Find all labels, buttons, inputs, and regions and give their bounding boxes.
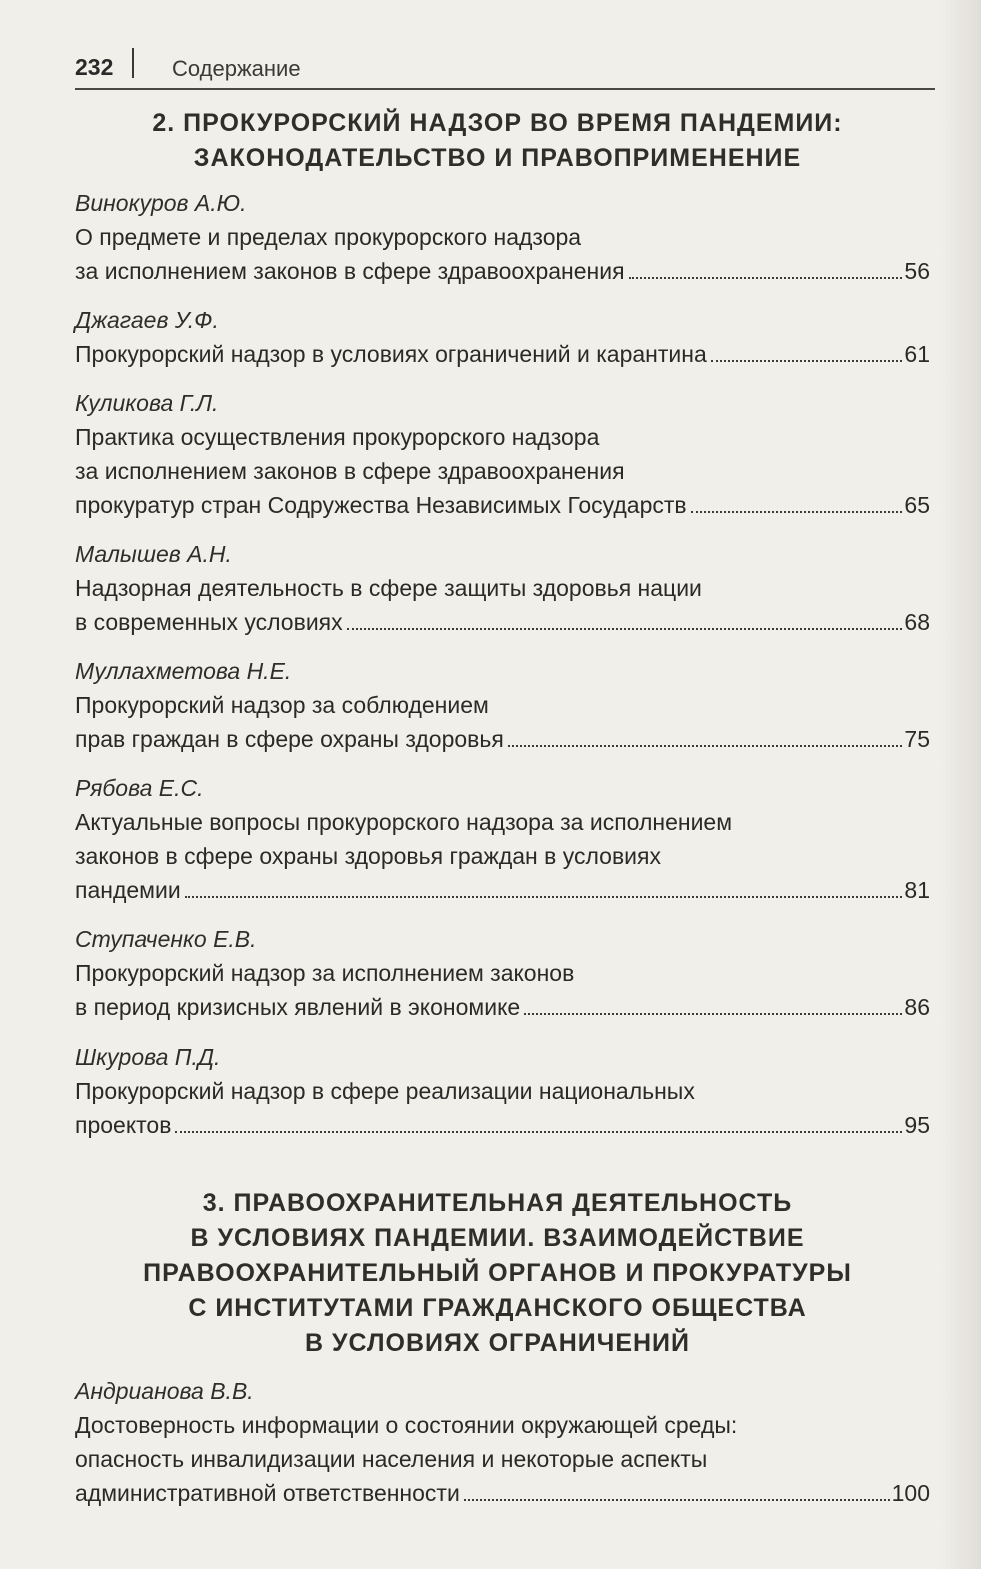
dot-leader: [524, 1012, 902, 1015]
toc-entry[interactable]: [75, 654, 930, 756]
section-title-line: В УСЛОВИЯХ ПАНДЕМИИ. ВЗАИМОДЕЙСТВИЕ: [190, 1224, 805, 1252]
dot-leader: [508, 744, 903, 747]
toc-entry[interactable]: [75, 922, 930, 1024]
entry-title-line: Практика осуществления прокурорского надзора: [75, 424, 600, 450]
section-title-line: В УСЛОВИЯХ ОГРАНИЧЕНИЙ: [305, 1329, 690, 1357]
entry-author: Куликова Г.Л.: [75, 390, 219, 416]
entry-title-line: опасность инвалидизации населения и некоторые аспекты: [75, 1446, 708, 1472]
entry-page-number: 68: [904, 609, 930, 635]
toc-entry[interactable]: [75, 303, 930, 371]
entry-title-line: Прокурорский надзор за исполнением законов: [75, 960, 575, 986]
toc-entry[interactable]: [75, 771, 930, 907]
entry-last-line: [75, 488, 930, 522]
entry-author: Малышев А.Н.: [75, 541, 232, 567]
entry-author: Ступаченко Е.В.: [75, 926, 257, 952]
entry-author: Рябова Е.С.: [75, 775, 204, 801]
toc-entry[interactable]: [75, 1374, 930, 1510]
entry-author: Шкурова П.Д.: [75, 1044, 221, 1070]
entry-page-number: 56: [904, 258, 930, 284]
entry-last-line: [75, 722, 930, 756]
dot-leader: [185, 895, 903, 898]
toc-entry[interactable]: [75, 537, 930, 639]
entry-page-number: 61: [904, 341, 930, 367]
dot-leader: [629, 276, 903, 279]
entry-last-line: [75, 990, 930, 1024]
header-separator: [132, 48, 134, 78]
entry-title-line: Достоверность информации о состоянии окружающей среды:: [75, 1412, 738, 1438]
section-title: [75, 1186, 920, 1361]
entry-last-line: [75, 873, 930, 907]
running-title: Содержание: [172, 56, 301, 81]
entry-author: Джагаев У.Ф.: [75, 307, 219, 333]
entry-title-line: проектов: [75, 1112, 172, 1138]
entry-title-line: административной ответственности: [75, 1480, 460, 1506]
entry-title-line: в современных условиях: [75, 609, 343, 635]
toc-entry[interactable]: [75, 1040, 930, 1142]
page-edge-shadow: [941, 0, 981, 1569]
entry-author: Андрианова В.В.: [75, 1378, 254, 1404]
entry-page-number: 95: [904, 1112, 930, 1138]
entry-title-line: Прокурорский надзор в сфере реализации национальных: [75, 1078, 695, 1104]
entry-last-line: [75, 337, 930, 371]
page-header: [75, 48, 935, 88]
entry-page-number: 86: [904, 994, 930, 1020]
dot-leader: [464, 1498, 890, 1501]
entry-last-line: [75, 254, 930, 288]
section-title: [75, 106, 920, 176]
dot-leader: [175, 1130, 902, 1133]
section-title-line: ПРАВООХРАНИТЕЛЬНЫЙ ОРГАНОВ И ПРОКУРАТУРЫ: [143, 1259, 852, 1287]
page-number: 232: [75, 54, 114, 80]
entry-title-line: в период кризисных явлений в экономике: [75, 994, 521, 1020]
entry-title-line: прав граждан в сфере охраны здоровья: [75, 726, 504, 752]
entry-title-line: О предмете и пределах прокурорского надзора: [75, 224, 582, 250]
dot-leader: [347, 627, 903, 630]
section-title-line: ЗАКОНОДАТЕЛЬСТВО И ПРАВОПРИМЕНЕНИЕ: [193, 144, 802, 172]
toc-entry[interactable]: [75, 186, 930, 288]
entry-title-line: Прокурорский надзор в условиях ограничений и карантина: [75, 341, 707, 367]
entry-title-line: прокуратур стран Содружества Независимых Государств: [75, 492, 687, 518]
entry-author: Муллахметова Н.Е.: [75, 658, 292, 684]
section-title-line: С ИНСТИТУТАМИ ГРАЖДАНСКОГО ОБЩЕСТВА: [188, 1294, 807, 1322]
dot-leader: [711, 359, 903, 362]
section-title-line: 3. ПРАВООХРАНИТЕЛЬНАЯ ДЕЯТЕЛЬНОСТЬ: [202, 1189, 793, 1217]
entry-title-line: Актуальные вопросы прокурорского надзора за исполнением: [75, 809, 733, 835]
entry-last-line: [75, 1476, 930, 1510]
entry-page-number: 100: [891, 1480, 930, 1506]
dot-leader: [691, 510, 903, 513]
entry-title-line: Прокурорский надзор за соблюдением: [75, 692, 489, 718]
entry-page-number: 75: [904, 726, 930, 752]
entry-title-line: Надзорная деятельность в сфере защиты здоровья нации: [75, 575, 702, 601]
entry-last-line: [75, 605, 930, 639]
toc-entry[interactable]: [75, 386, 930, 522]
entry-title-line: пандемии: [75, 877, 181, 903]
entry-page-number: 81: [904, 877, 930, 903]
entry-title-line: за исполнением законов в сфере здравоохранения: [75, 258, 625, 284]
entry-title-line: законов в сфере охраны здоровья граждан в условиях: [75, 843, 661, 869]
entry-last-line: [75, 1108, 930, 1142]
entry-title-line: за исполнением законов в сфере здравоохранения: [75, 458, 625, 484]
entry-page-number: 65: [904, 492, 930, 518]
section-title-line: 2. ПРОКУРОРСКИЙ НАДЗОР ВО ВРЕМЯ ПАНДЕМИИ:: [152, 109, 843, 137]
header-rule: [75, 88, 935, 90]
entry-author: Винокуров А.Ю.: [75, 190, 247, 216]
